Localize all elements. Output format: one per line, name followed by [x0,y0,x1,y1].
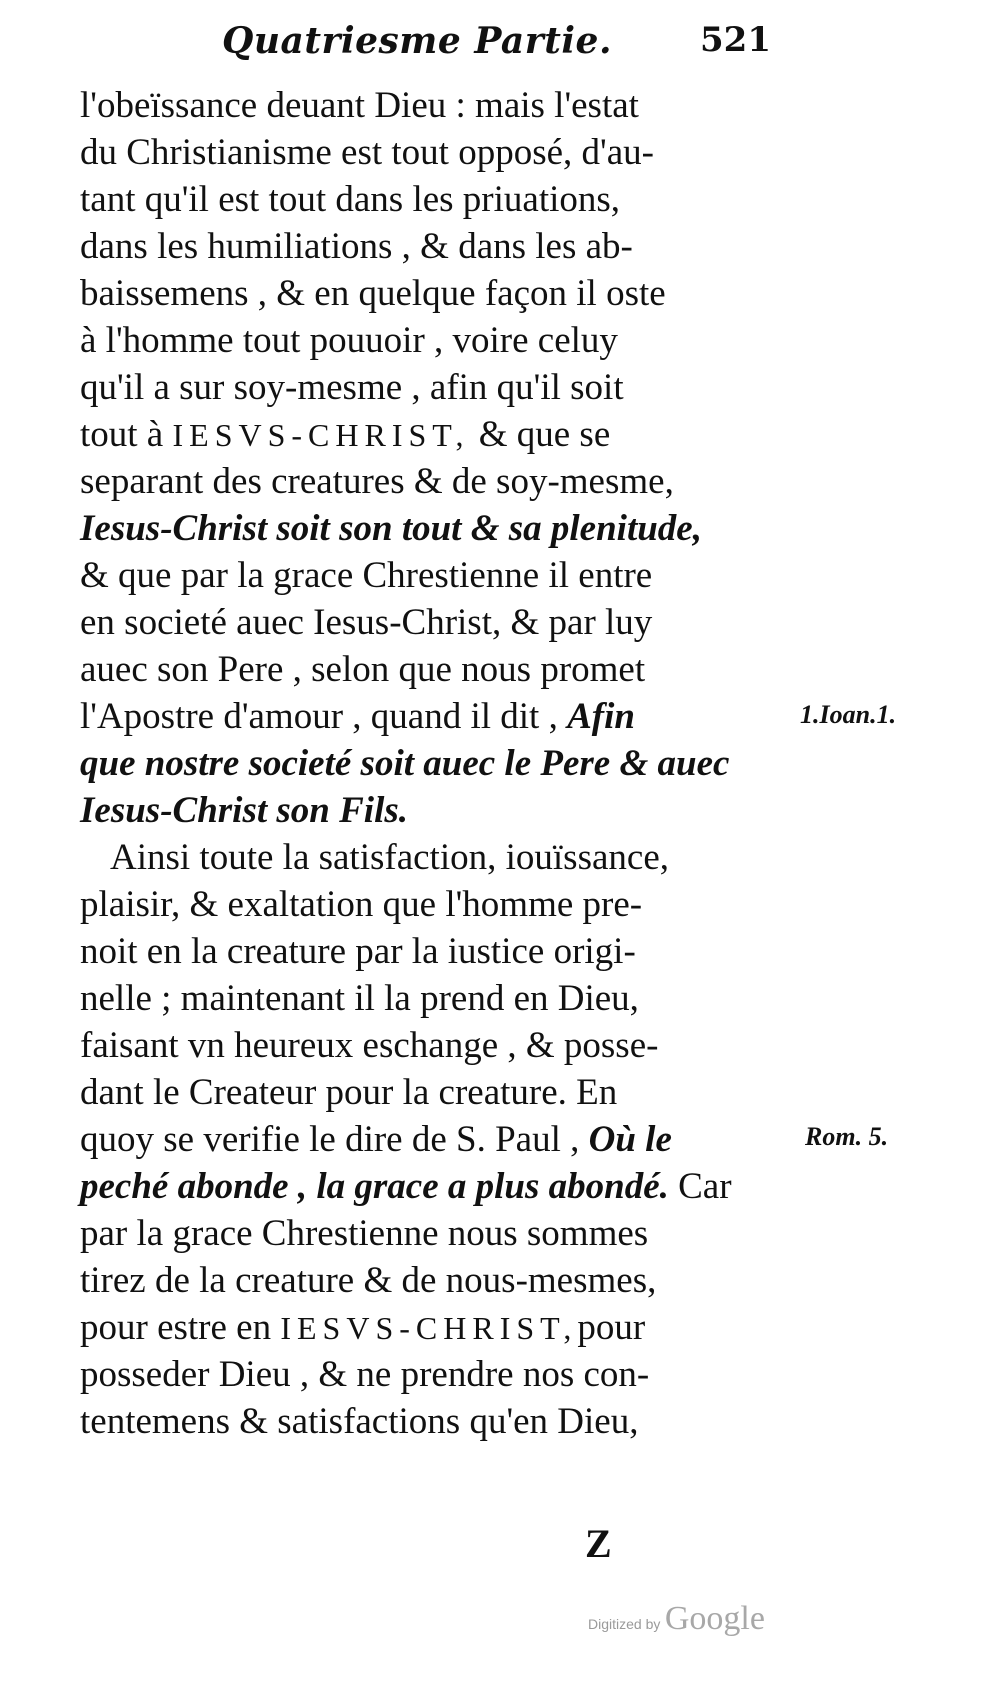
text-line: tirez de la creature & de nous-mesmes, [80,1260,657,1301]
text-fragment: quoy se verifie le dire de S. Paul , [80,1119,580,1160]
text-line: à l'homme tout pouuoir , voire celuy [80,320,618,361]
text-line [80,1116,780,1164]
text-line: Ainsi toute la satisfaction, iouïssance, [110,837,669,878]
text-line [80,411,780,459]
text-fragment: Car [678,1166,732,1207]
margin-reference: 1.Ioan.1. [800,700,897,729]
text-line: l'obeïssance deuant Dieu : mais l'estat [80,85,639,126]
text-line: & que par la grace Chrestienne il entre [80,555,653,596]
italic-fragment: Afin [567,696,635,737]
text-line: dans les humiliations , & dans les ab- [80,226,633,267]
text-fragment: pour estre en [80,1307,272,1348]
digitized-watermark [588,1600,765,1638]
watermark-prefix: Digitized by [588,1616,661,1632]
small-caps-name: IESVS-CHRIST, [280,1310,578,1346]
text-line: faisant vn heureux eschange , & posse- [80,1025,659,1066]
italic-text-line: que nostre societé soit auec le Pere & auec [80,743,730,784]
text-line: baissemens , & en quelque façon il oste [80,273,666,314]
text-line: par la grace Chrestienne nous sommes [80,1213,649,1254]
italic-fragment: peché abonde , la grace a plus abondé. [80,1166,669,1207]
page-number: 521 [700,20,771,60]
text-line: nelle ; maintenant il la prend en Dieu, [80,978,639,1019]
text-line: noit en la creature par la iustice origi- [80,931,636,972]
italic-text-line: Iesus-Christ soit son tout & sa plenitude, [80,508,702,549]
google-logo: Google [664,1600,765,1637]
text-line: qu'il a sur soy-mesme , afin qu'il soit [80,367,624,408]
text-line [80,1163,780,1211]
text-line: plaisir, & exaltation que l'homme pre- [80,884,643,925]
italic-text-line: Iesus-Christ son Fils. [80,790,408,831]
signature-mark: Z [585,1521,612,1566]
text-line: posseder Dieu , & ne prendre nos con- [80,1354,650,1395]
text-line [80,1304,780,1352]
text-fragment: l'Apostre d'amour , quand il dit , [80,696,558,737]
small-caps-name: IESVS-CHRIST, [172,417,470,453]
running-title: Quatriesme Partie. [222,20,612,62]
text-line: tant qu'il est tout dans les priuations, [80,179,621,220]
margin-reference: Rom. 5. [805,1122,889,1151]
text-fragment: & que se [478,414,611,455]
text-line: tentemens & satisfactions qu'en Dieu, [80,1401,639,1442]
italic-fragment: Où le [588,1119,672,1160]
text-line: dant le Createur pour la creature. En [80,1072,618,1113]
text-fragment: pour [577,1307,646,1348]
text-line: auec son Pere , selon que nous promet [80,649,646,690]
text-fragment: tout à [80,414,164,455]
text-line [80,693,780,741]
text-line: en societé auec Iesus-Christ, & par luy [80,602,653,643]
text-line: du Christianisme est tout opposé, d'au- [80,132,654,173]
text-line: separant des creatures & de soy-mesme, [80,461,674,502]
